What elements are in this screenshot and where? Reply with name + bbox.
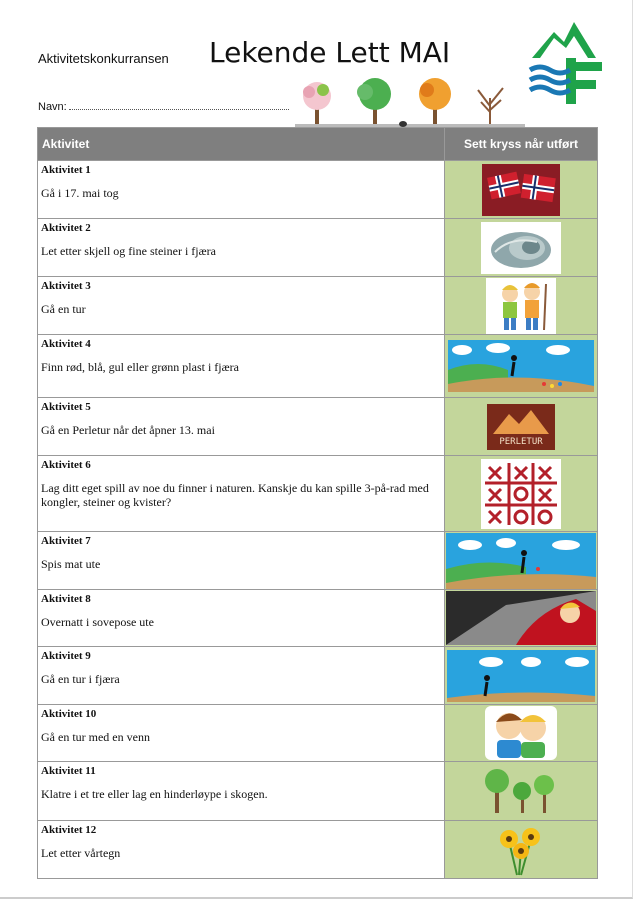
hill-walker-icon xyxy=(446,533,596,589)
activity-label: Aktivitet 9 xyxy=(41,650,91,662)
perletur-text: PERLETUR xyxy=(499,436,543,447)
activity-label: Aktivitet 1 xyxy=(41,164,91,176)
activity-cell xyxy=(38,277,445,335)
check-cell[interactable] xyxy=(445,456,598,532)
norwegian-flags-icon xyxy=(482,164,560,216)
column-check: Sett kryss når utført xyxy=(445,128,598,161)
shore-walker-icon xyxy=(447,650,595,702)
table-row xyxy=(38,161,598,219)
activity-label: Aktivitet 10 xyxy=(41,708,97,720)
check-cell[interactable] xyxy=(445,277,598,335)
check-cell[interactable] xyxy=(445,532,598,590)
name-label: Navn: xyxy=(38,101,67,113)
table-row xyxy=(38,762,598,821)
activity-label: Aktivitet 11 xyxy=(41,765,96,777)
activity-desc: Gå en tur med en venn xyxy=(41,730,150,744)
check-cell[interactable] xyxy=(445,705,598,762)
tic-tac-toe-icon xyxy=(481,459,561,529)
table-row xyxy=(38,335,598,398)
yellow-flowers-icon xyxy=(491,823,551,877)
table-header xyxy=(38,128,598,161)
activity-cell xyxy=(38,705,445,762)
two-friends-icon xyxy=(485,706,557,760)
activity-label: Aktivitet 7 xyxy=(41,535,91,547)
activity-desc: Gå i 17. mai tog xyxy=(41,186,119,200)
activity-cell xyxy=(38,219,445,277)
spring-tree-icon xyxy=(303,82,331,124)
check-cell[interactable] xyxy=(445,398,598,456)
seasonal-trees-icon xyxy=(295,76,525,130)
activity-desc: Gå en tur i fjæra xyxy=(41,672,120,686)
sleeping-bag-icon xyxy=(446,591,596,645)
column-activity: Aktivitet xyxy=(38,128,445,161)
seashell-icon xyxy=(481,222,561,274)
name-line[interactable] xyxy=(69,99,289,110)
subtitle: Aktivitetskonkurransen xyxy=(38,51,169,66)
activity-cell xyxy=(38,590,445,647)
table-row xyxy=(38,590,598,647)
check-cell[interactable] xyxy=(445,161,598,219)
activity-desc: Let etter vårtegn xyxy=(41,846,121,860)
activity-label: Aktivitet 2 xyxy=(41,222,91,234)
activity-desc: Finn rød, blå, gul eller grønn plast i fjæra xyxy=(41,360,239,374)
beach-walker-icon xyxy=(448,340,594,392)
activity-cell xyxy=(38,532,445,590)
summer-tree-icon xyxy=(357,78,391,124)
perletur-logo-icon xyxy=(487,404,555,450)
activity-cell xyxy=(38,398,445,456)
activity-label: Aktivitet 4 xyxy=(41,338,91,350)
check-cell[interactable] xyxy=(445,335,598,398)
activity-table xyxy=(37,127,598,879)
table-row xyxy=(38,456,598,532)
check-cell[interactable] xyxy=(445,219,598,277)
activity-label: Aktivitet 6 xyxy=(41,459,91,471)
forest-logo-icon xyxy=(526,18,606,110)
table-row xyxy=(38,277,598,335)
table-row xyxy=(38,398,598,456)
activity-cell xyxy=(38,456,445,532)
activity-desc: Lag ditt eget spill av noe du finner i naturen. Kanskje du kan spille 3-på-rad med kongler, steiner og kvister? xyxy=(41,481,429,509)
activity-desc: Gå en Perletur når det åpner 13. mai xyxy=(41,423,215,437)
activity-label: Aktivitet 3 xyxy=(41,280,91,292)
table-row xyxy=(38,647,598,705)
name-field[interactable] xyxy=(38,99,289,113)
autumn-tree-icon xyxy=(419,78,451,124)
winter-tree-icon xyxy=(478,88,503,124)
check-cell[interactable] xyxy=(445,821,598,879)
activity-cell xyxy=(38,161,445,219)
activity-cell xyxy=(38,762,445,821)
activity-desc: Let etter skjell og fine steiner i fjæra xyxy=(41,244,216,258)
table-row xyxy=(38,705,598,762)
activity-desc: Klatre i et tre eller lag en hinderløype i skogen. xyxy=(41,787,268,801)
activity-cell xyxy=(38,335,445,398)
hiking-kids-icon xyxy=(486,278,556,334)
table-row xyxy=(38,219,598,277)
activity-label: Aktivitet 5 xyxy=(41,401,91,413)
activity-label: Aktivitet 8 xyxy=(41,593,91,605)
check-cell[interactable] xyxy=(445,762,598,821)
activity-cell xyxy=(38,647,445,705)
activity-cell xyxy=(38,821,445,879)
check-cell[interactable] xyxy=(445,590,598,647)
page-title: Lekende Lett MAI xyxy=(209,36,451,69)
activity-desc: Gå en tur xyxy=(41,302,86,316)
check-cell[interactable] xyxy=(445,647,598,705)
activity-desc: Overnatt i sovepose ute xyxy=(41,615,154,629)
activity-label: Aktivitet 12 xyxy=(41,824,97,836)
activity-desc: Spis mat ute xyxy=(41,557,101,571)
table-row xyxy=(38,821,598,879)
table-row xyxy=(38,532,598,590)
trees-icon xyxy=(481,765,561,817)
